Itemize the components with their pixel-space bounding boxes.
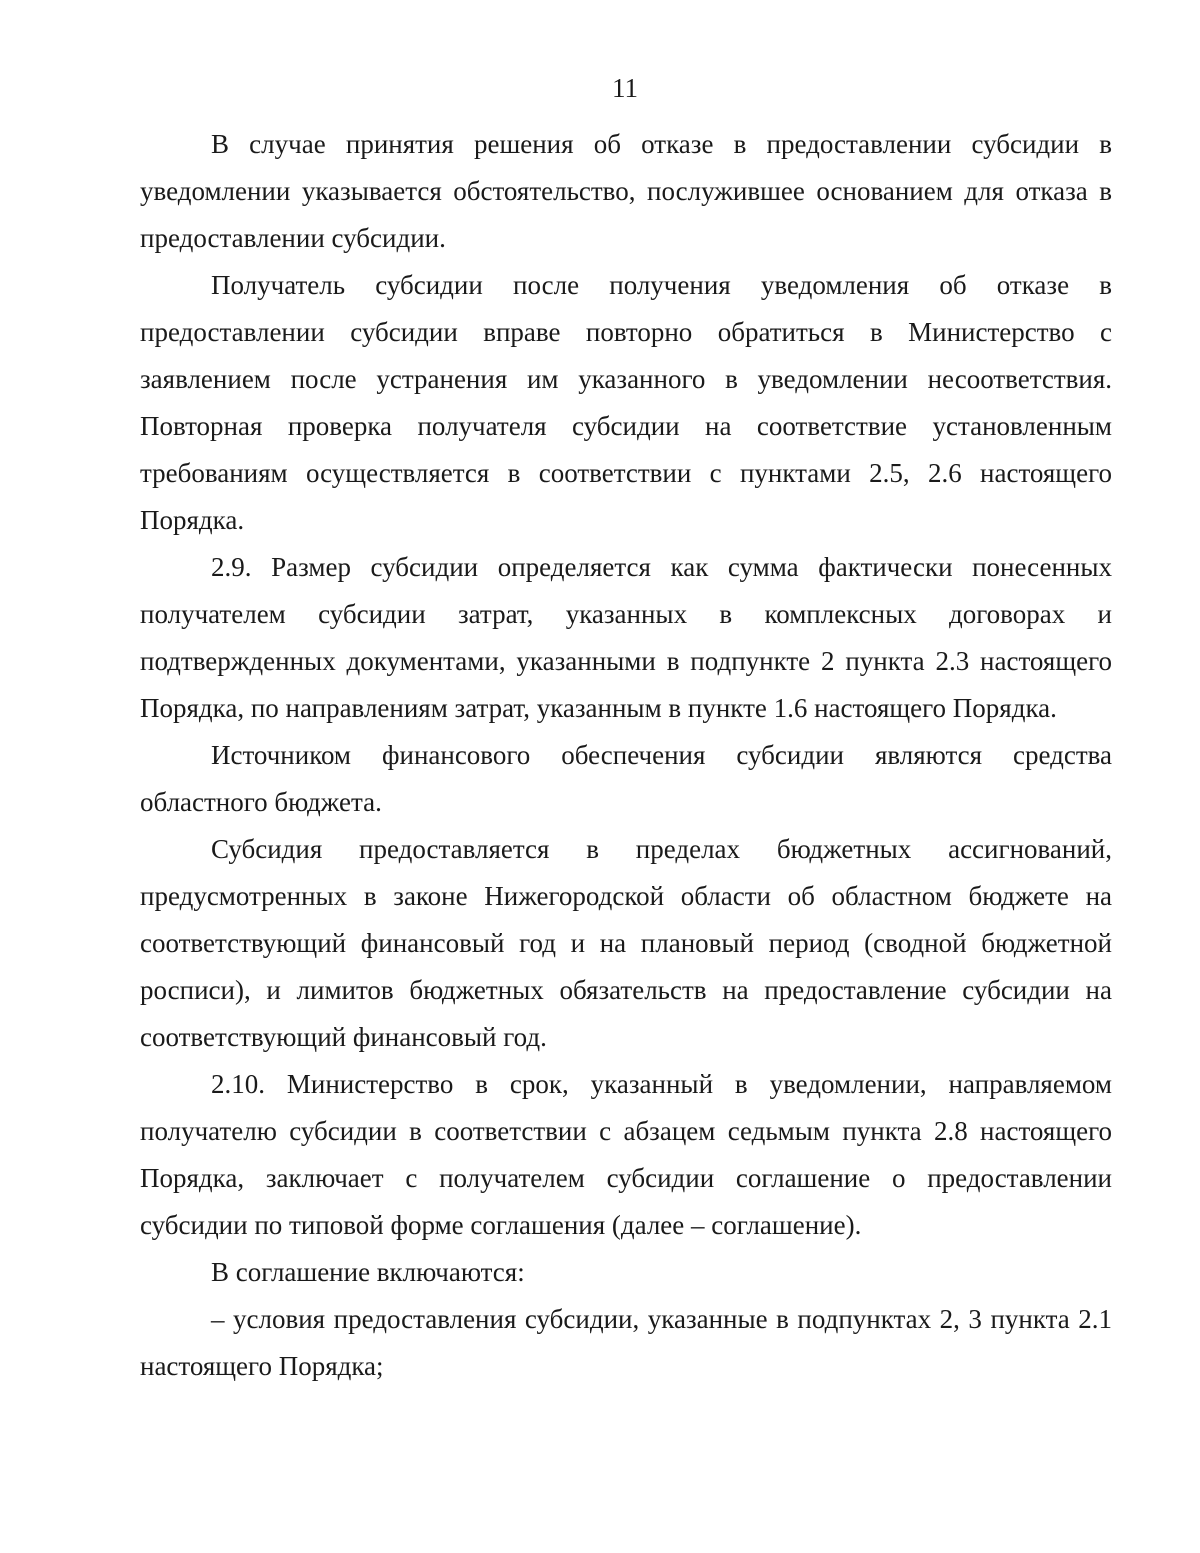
paragraph-reapplication: Получатель субсидии после получения уведомления об отказе в предоставлении субсидии вправе повторно обратиться в Министерство с заявлением после устранения им указанного в уведомлении несоответствия. Повторная проверка получателя субсидии на соответствие установленным требованиям осуществляется в соответствии с пунктами 2.5, 2.6 настоящего Порядка. xyxy=(140,270,1112,535)
page-number: 11 xyxy=(612,73,638,103)
paragraph-2-9-subsidy-amount: 2.9. Размер субсидии определяется как сумма фактически понесенных получателем субсидии затрат, указанных в комплексных договорах и подтвержденных документами, указанными в подпункте 2 пункта 2.3 настоящего Порядка, по направлениям затрат, указанным в пункте 1.6 настоящего Порядка. xyxy=(140,552,1112,723)
paragraph-budget-limits: Субсидия предоставляется в пределах бюджетных ассигнований, предусмотренных в законе Нижегородской области об областном бюджете на соответствующий финансовый год и на плановый период (сводной бюджетной росписи), и лимитов бюджетных обязательств на предоставление субсидии на соответствующий финансовый год. xyxy=(140,834,1112,1052)
paragraph-funding-source: Источником финансового обеспечения субсидии являются средства областного бюджета. xyxy=(140,740,1112,817)
paragraph-2-10-agreement: 2.10. Министерство в срок, указанный в уведомлении, направляемом получателю субсидии в соответствии с абзацем седьмым пункта 2.8 настоящего Порядка, заключает с получателем субсидии соглашение о предоставлении субсидии по типовой форме соглашения (далее – соглашение). xyxy=(140,1069,1112,1240)
paragraph-agreement-includes: В соглашение включаются: xyxy=(211,1257,525,1287)
document-body xyxy=(140,121,1112,1390)
list-item-conditions: – условия предоставления субсидии, указанные в подпунктах 2, 3 пункта 2.1 настоящего Порядка; xyxy=(140,1304,1112,1381)
paragraph-refusal-notice: В случае принятия решения об отказе в предоставлении субсидии в уведомлении указывается обстоятельство, послужившее основанием для отказа в предоставлении субсидии. xyxy=(140,129,1112,253)
